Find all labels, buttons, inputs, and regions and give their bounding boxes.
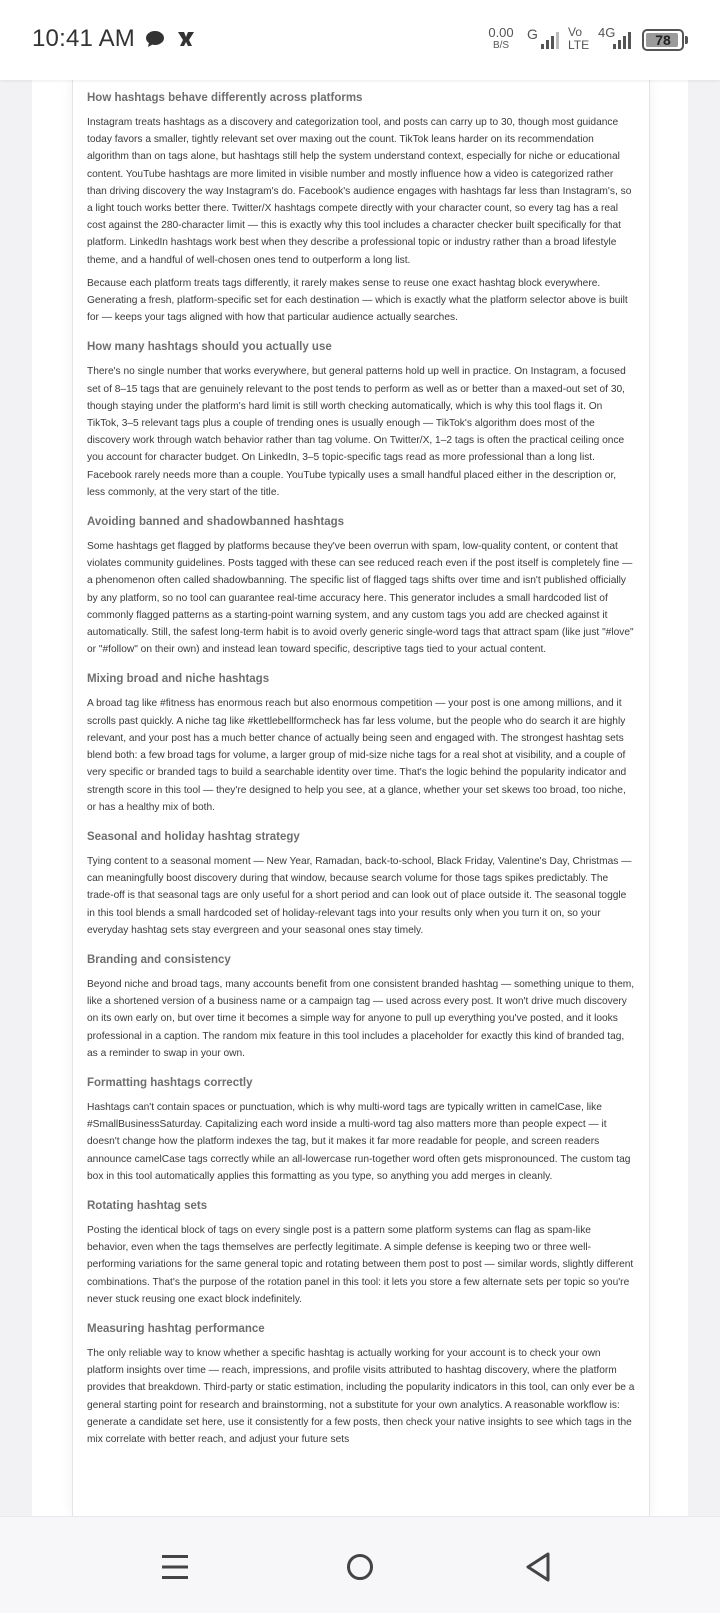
section-heading: How hashtags behave differently across platforms: [87, 92, 363, 104]
article-section: [87, 91, 635, 326]
network-type-4g: 4G: [598, 25, 616, 40]
menu-icon[interactable]: [155, 1547, 195, 1587]
back-icon[interactable]: [518, 1547, 558, 1587]
article-section: [87, 953, 635, 1062]
section-paragraph: Instagram treats hashtags as a discovery and categorization tool, and posts can carry up to 30, though most guidance today favors a smaller, tightly relevant set over maxing out the count. TikTok leans harder on its recommendation algorithm than on tags alone, but hashtags still help the system understand context, especially for niche or educational content. YouTube hashtags are more limited in visible number and mostly influence how a video is categorized rather than driving discovery the way Instagram's do. Facebook's audience engages with hashtags far less than Instagram's, so a light touch works better there. Twitter/X hashtags compete directly with your character count, so every tag has a real cost against the 280-character limit — this is exactly why this tool includes a character checker built specifically for that platform. LinkedIn hashtags work best when they describe a professional topic or industry rather than a broad lifestyle theme, and a handful of well-chosen ones tend to outperform a long list.: [87, 117, 632, 266]
section-heading: Measuring hashtag performance: [87, 1322, 265, 1335]
article-section: [87, 1322, 635, 1448]
section-paragraph: Tying content to a seasonal moment — New Year, Ramadan, back-to-school, Black Friday, Valentine's Day, Christmas — can meaningfully boost discovery during that window, because search volume for those tags spikes predictably. The trade-off is that seasonal tags are only useful for a short period and can look out of place outside it. The seasonal toggle in this tool blends a small hardcoded set of holiday-relevant tags into your results only when you turn it on, so your everyday hashtag sets stay evergreen and your seasonal ones stay timely.: [87, 855, 632, 936]
section-heading: How many hashtags should you actually use: [87, 341, 332, 354]
status-time: 10:41 AM: [32, 25, 136, 52]
article-section: [87, 672, 635, 815]
article-card: [72, 80, 650, 1516]
section-heading: Mixing broad and niche hashtags: [87, 673, 270, 686]
section-paragraph: Hashtags can't contain spaces or punctuation, which is why multi-word tags are typically written in camelCase, like #SmallBusinessSaturday. Capitalizing each word inside a multi-word tag also matters more than people expect — it doesn't change how the platform indexes the tag, but it makes it far more readable for people, and screen readers announce camelCase tags correctly while an all-lowercase run-together word often gets mispronounced. The custom tag box in this tool automatically applies this formatting as you type, so anything you add merges in cleanly.: [87, 1101, 631, 1182]
section-paragraph: Because each platform treats tags differently, it rarely makes sense to reuse one exact hashtag block everywhere. Generating a fresh, platform-specific set for each destination — which is exactly what the platform selector above is built for — keeps your tags aligned with how that particular audience actually searches.: [87, 277, 628, 324]
section-paragraph: Posting the identical block of tags on every single post is a pattern some platform systems can flag as spam-like behavior, even when the tags themselves are perfectly legitimate. A simple defense is keeping two or three well-performing variations for the same general topic and rotating between them post to post — similar words, slightly different combinations. That's the purpose of the rotation panel in this tool: it lets you store a few alternate sets per topic so you're never stuck reusing one exact block indefinitely.: [87, 1224, 634, 1305]
battery-icon: [642, 29, 684, 51]
article-section: [87, 1076, 635, 1185]
section-heading: Rotating hashtag sets: [87, 1199, 208, 1212]
section-heading: Formatting hashtags correctly: [87, 1076, 253, 1089]
network-type-g: G: [527, 26, 538, 42]
status-bar: [0, 0, 720, 80]
chat-bubble-icon: [145, 30, 165, 53]
section-paragraph: A broad tag like #fitness has enormous reach but also enormous competition — your post is one among millions, and it scrolls past quickly. A niche tag like #kettlebellformcheck has far less volume, but the people who do search it are highly relevant, and your post has a much better chance of actually being seen and engaged with. The strongest hashtag sets blend both: a few broad tags for volume, a larger group of mid-size niche tags for a real shot at visibility, and a couple of very specific or branded tags to build a searchable identity over time. That's the logic behind the popularity indicator and strength score in this tool — they're designed to help you see, at a glance, whether your set skews too broad, too niche, or has a healthy mix of both.: [87, 698, 627, 813]
app-notification-icon: [176, 30, 196, 53]
article-section: [87, 1199, 635, 1308]
section-paragraph: Beyond niche and broad tags, many accounts benefit from one consistent branded hashtag — something unique to them, like a shortened version of a business name or a campaign tag — used across every post. It won't drive much discovery on its own early on, but over time it becomes a simple way for anyone to pull up everything you've posted, and it looks professional in a caption. The random mix feature in this tool includes a placeholder for exactly this kind of branded tag, as a reminder to swap in your own.: [87, 978, 635, 1059]
battery-level: 78: [655, 32, 671, 48]
section-heading: Avoiding banned and shadowbanned hashtags: [87, 516, 345, 529]
article-section: [87, 830, 635, 939]
volte-indicator: Vo LTE: [568, 25, 590, 52]
navigation-bar: [0, 1516, 720, 1613]
section-paragraph: There's no single number that works everywhere, but general patterns hold up well in practice. On Instagram, a focused set of 8–15 tags that are genuinely relevant to the post tends to perform as well as or better than a maxed-out set of 30, though staying under the platform's hard limit is still worth checking automatically, which is why this tool flags it. On TikTok, 3–5 relevant tags plus a couple of trending ones is usually enough — TikTok's algorithm does most of the discovery work through watch behavior rather than tag volume. On Twitter/X, 1–2 tags is often the practical ceiling once you account for character budget. On LinkedIn, 3–5 topic-specific tags read as more professional than a long list. Facebook rarely needs more than a couple. YouTube typically uses a small handful placed either in the description or, less commonly, at the very start of the title.: [87, 366, 626, 498]
article-section: [87, 340, 635, 501]
signal-icon: [612, 30, 632, 55]
section-paragraph: Some hashtags get flagged by platforms because they've been overrun with spam, low-quality content, or content that violates community guidelines. Posts tagged with these can see reduced reach even if the post itself is completely fine — a phenomenon often called shadowbanning. The specific list of flagged tags shifts over time and isn't published officially by any platform, so no tool can guarantee real-time accuracy here. This generator includes a small hardcoded list of commonly flagged patterns as a starting-point warning system, and any custom tags you add are checked against it automatically. Still, the safest long-term habit is to avoid overly generic single-word tags that attract spam (like just "#love" or "#follow" on their own) and instead lean toward specific, descriptive tags tied to your actual content.: [87, 541, 634, 656]
signal-icon: [540, 30, 560, 55]
section-heading: Branding and consistency: [87, 953, 231, 966]
article-body: [87, 91, 635, 1462]
section-paragraph: The only reliable way to know whether a specific hashtag is actually working for your account is to check your own platform insights over time — reach, impressions, and profile visits attributed to hashtag discovery, where the platform provides that breakdown. Third-party or static estimation, including the popularity indicators in this tool, can only ever be a general starting point for research and brainstorming, not a substitute for your own analytics. A reasonable workflow is: generate a candidate set here, use it consistently for a few posts, then check your native insights to see which tags in the mix correlate with better reach, and adjust your future sets: [87, 1347, 635, 1445]
article-section: [87, 515, 635, 658]
section-heading: Seasonal and holiday hashtag strategy: [87, 830, 300, 843]
home-icon[interactable]: [340, 1547, 380, 1587]
network-speed: 0.00 B/S: [488, 25, 514, 51]
